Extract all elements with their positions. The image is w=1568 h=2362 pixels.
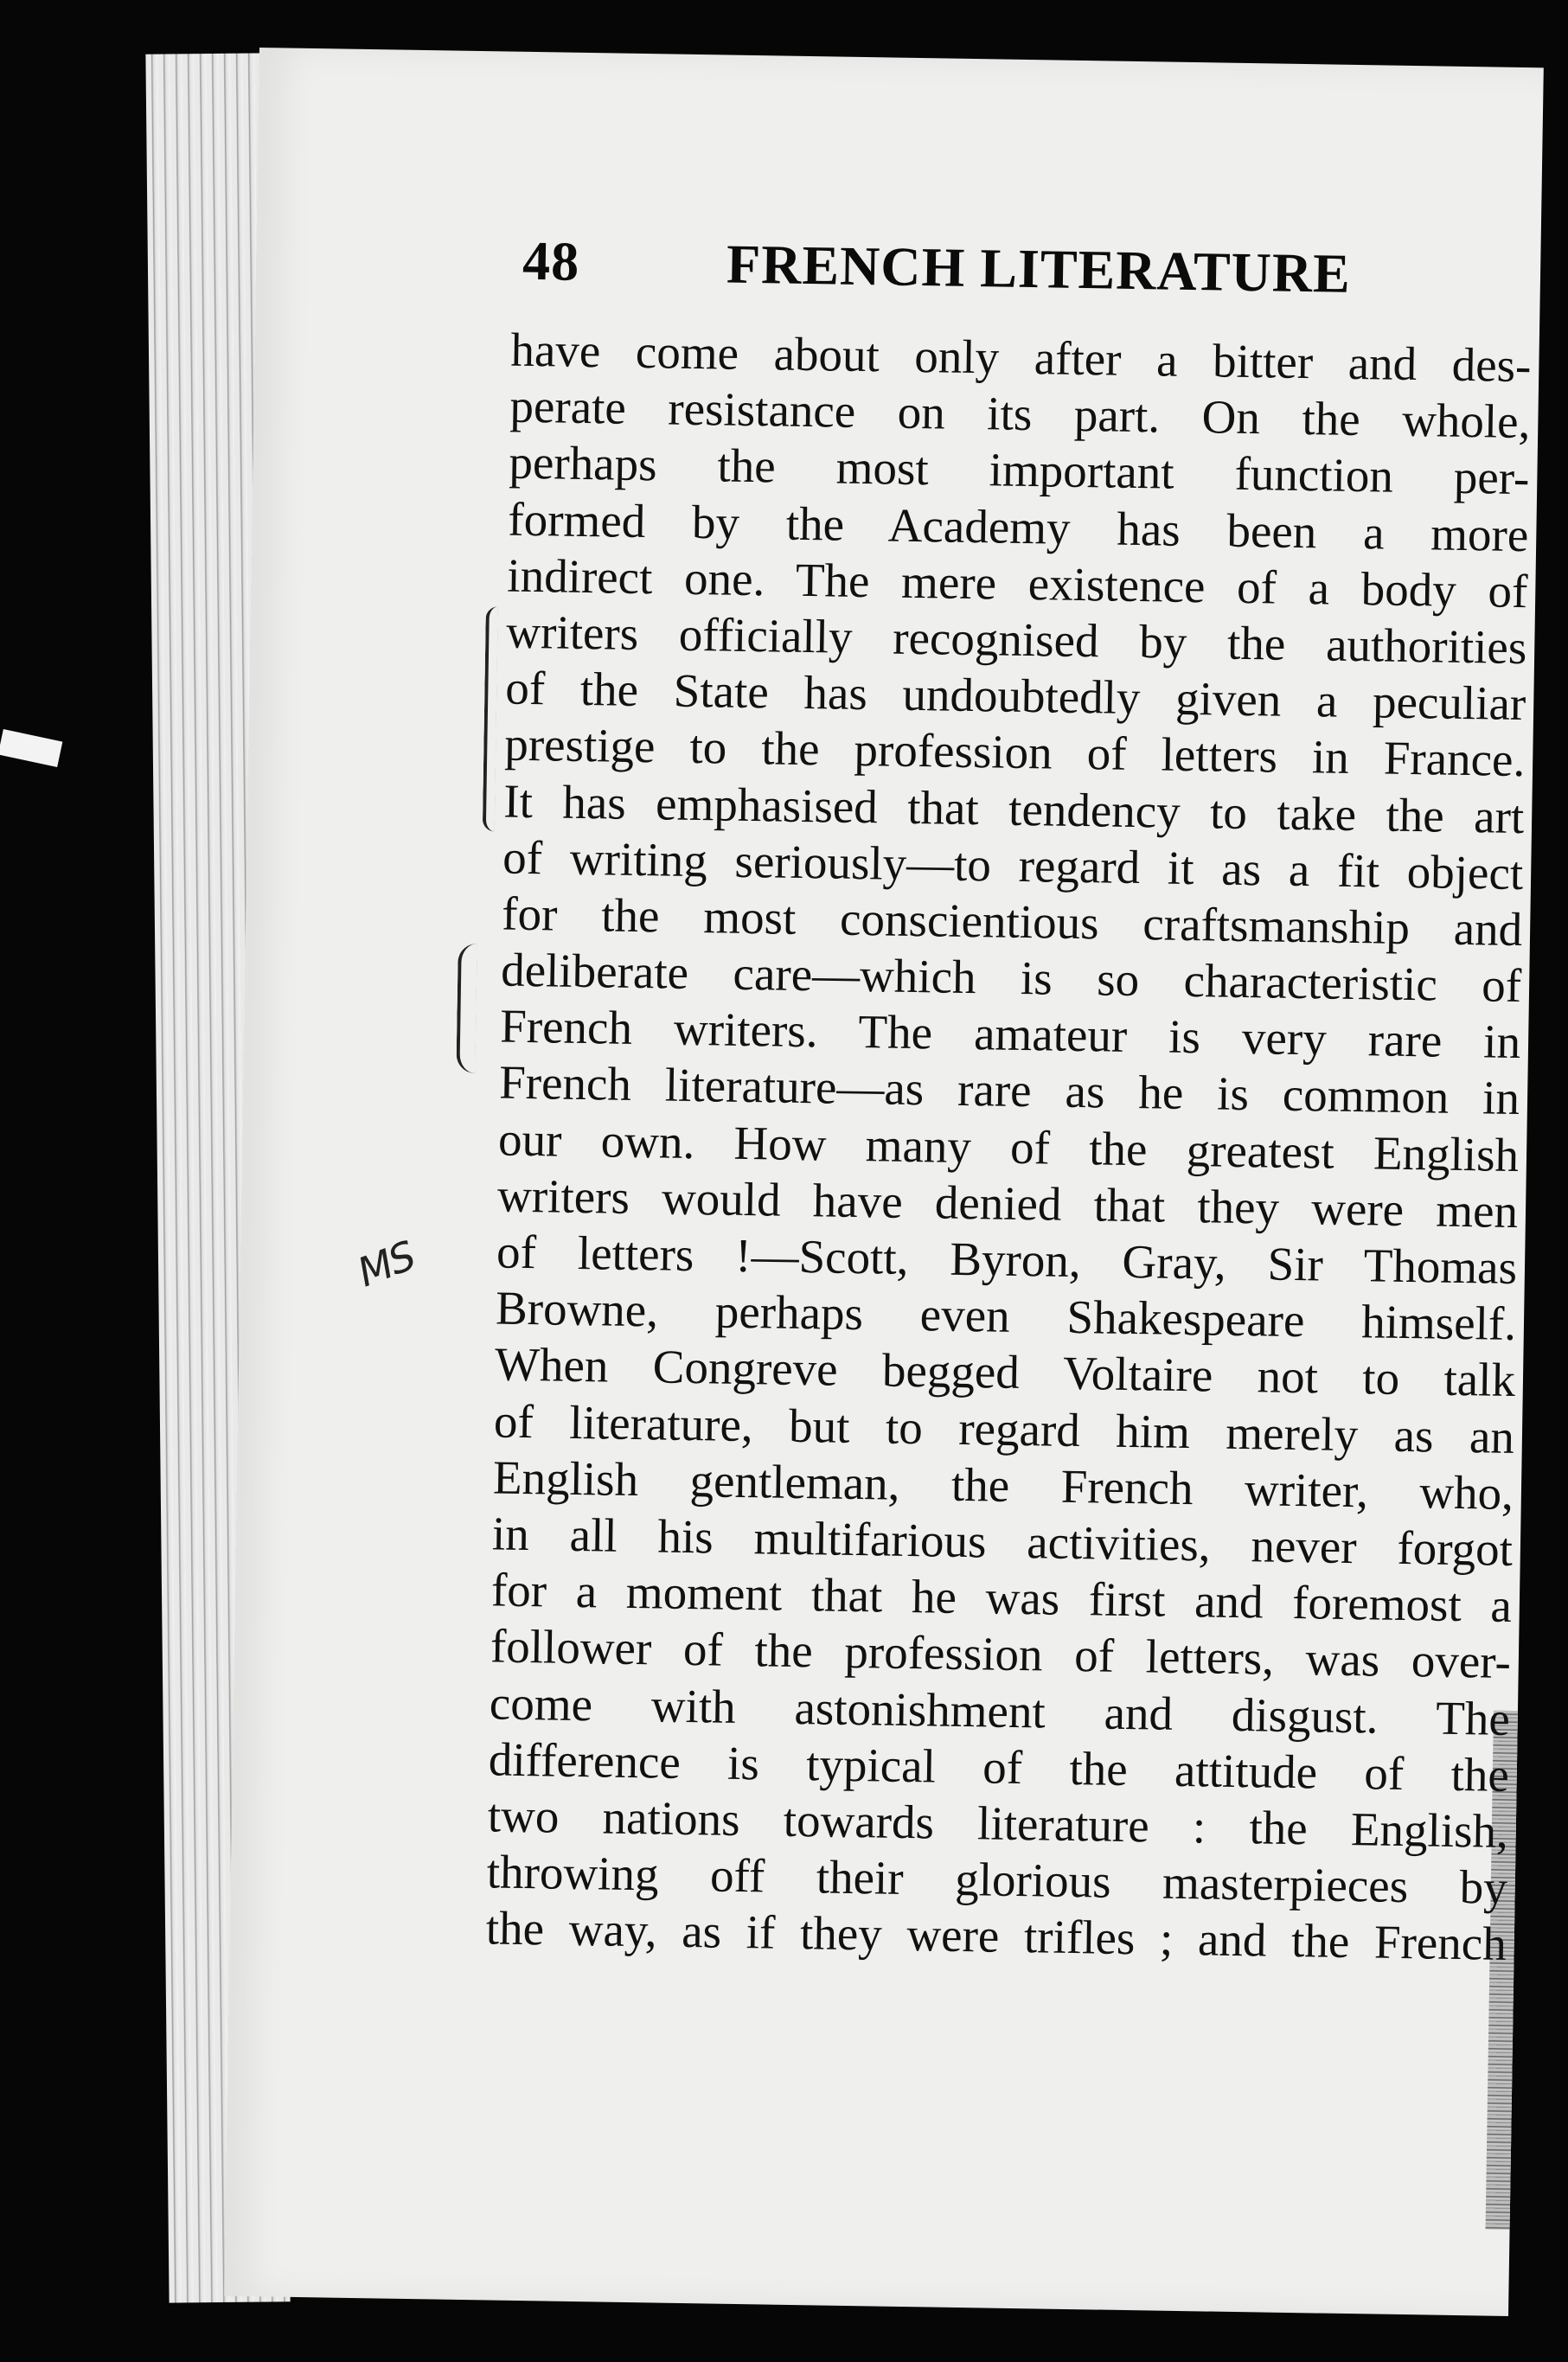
- text-line: of the State has undoubtedly given a peculiar: [504, 661, 1526, 731]
- text-line: formed by the Academy has been a more: [508, 492, 1529, 561]
- text-line: perate resistance on its part. On the whole,: [509, 379, 1531, 449]
- margin-initials: MS: [351, 1232, 421, 1296]
- text-line: prestige to the profession of letters in France.: [503, 717, 1526, 787]
- text-line: in all his multifarious activities, never forgot: [491, 1507, 1514, 1576]
- text-line: come with astonishment and disgust. The: [489, 1675, 1511, 1745]
- text-line: French writers. The amateur is very rare in: [499, 999, 1521, 1069]
- text-line: writers officially recognised by the authorities: [505, 605, 1527, 675]
- page-number: 48: [522, 229, 580, 292]
- scan-artifact: [0, 729, 62, 767]
- running-title: FRENCH LITERATURE: [726, 233, 1352, 304]
- text-line: follower of the profession of letters, was over-: [490, 1619, 1512, 1689]
- text-line: two nations towards literature : the English,: [487, 1789, 1509, 1858]
- margin-bracket-mark: [456, 944, 477, 1073]
- text-line: indirect one. The mere existence of a body of: [506, 548, 1528, 618]
- text-line: French literature—as rare as he is common in: [498, 1055, 1520, 1125]
- text-line: throwing off their glorious masterpieces by: [486, 1845, 1508, 1914]
- text-line: perhaps the most important function per-: [509, 435, 1530, 505]
- text-line: English gentleman, the French writer, who,: [492, 1450, 1514, 1520]
- text-line: for the most conscientious craftsmanship and: [501, 887, 1523, 956]
- text-line: writers would have denied that they were men: [496, 1168, 1519, 1238]
- text-line: difference is typical of the attitude of the: [488, 1732, 1510, 1802]
- text-line: our own. How many of the greatest English: [497, 1112, 1520, 1181]
- body-text: [351, 322, 1532, 1973]
- text-line: of letters !—Scott, Byron, Gray, Sir Thomas: [496, 1225, 1518, 1295]
- text-line: of writing seriously—to regard it as a fit object: [502, 830, 1524, 899]
- text-line: of literature, but to regard him merely as an: [493, 1394, 1515, 1463]
- margin-bracket-mark: [483, 606, 498, 831]
- text-line: Browne, perhaps even Shakespeare himself.: [495, 1281, 1517, 1351]
- text-line: for a moment that he was first and foremost a: [490, 1563, 1513, 1633]
- running-head: [522, 229, 1568, 304]
- text-line: have come about only after a bitter and des-: [510, 323, 1532, 393]
- text-line: When Congreve begged Voltaire not to talk: [494, 1337, 1516, 1407]
- book-page: [224, 48, 1544, 2316]
- text-line: the way, as if they were trifles ; and the French: [485, 1901, 1507, 1971]
- text-line: deliberate care—which is so characteristic of: [500, 943, 1522, 1013]
- text-line: It has emphasised that tendency to take the art: [502, 774, 1525, 843]
